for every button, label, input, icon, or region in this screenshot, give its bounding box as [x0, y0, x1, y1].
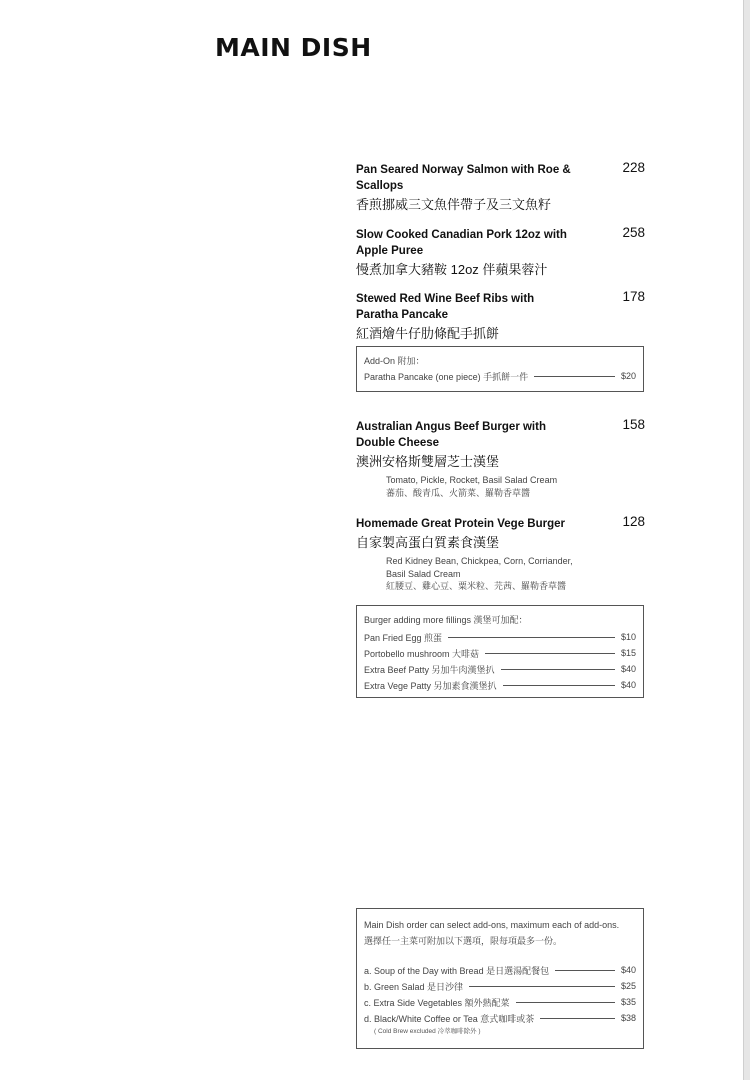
filling-label: Portobello mushroom 大啡菇 — [364, 648, 480, 659]
dish-description-en: Basil Salad Cream — [386, 568, 461, 579]
dish-price: 158 — [622, 417, 645, 432]
addon-row — [364, 368, 636, 384]
set-addon-label: b. Green Salad 是日沙律 — [364, 981, 464, 992]
set-addon-row — [364, 1010, 636, 1026]
filling-price: $15 — [620, 648, 636, 658]
dish-name-zh: 紅酒燴牛仔肋條配手抓餅 — [356, 326, 500, 341]
dish-angus-burger — [356, 419, 646, 499]
set-addon-price: $38 — [620, 1013, 636, 1023]
dish-pork — [356, 227, 646, 279]
dish-description — [386, 555, 646, 593]
dish-name-zh: 香煎挪威三文魚伴帶子及三文魚籽 — [356, 197, 552, 212]
leader-line — [540, 1018, 615, 1019]
leader-line — [503, 685, 615, 686]
set-addon-row — [364, 962, 636, 978]
set-addons-note: ( Cold Brew excluded 冷萃咖啡除外 ) — [374, 1028, 481, 1035]
filling-row — [364, 645, 636, 661]
dish-price: 128 — [622, 514, 645, 529]
burger-fillings-heading: Burger adding more fillings 漢堡可加配： — [364, 615, 528, 625]
set-addon-label: d. Black/White Coffee or Tea 意式咖啡或茶 — [364, 1013, 535, 1024]
filling-price: $40 — [620, 680, 636, 690]
addon-price: $20 — [620, 371, 636, 381]
set-addons-box — [356, 908, 644, 1049]
set-addon-price: $35 — [620, 997, 636, 1007]
dish-beef-ribs — [356, 291, 646, 343]
dish-name-zh: 慢煮加拿大豬鞍 12oz 伴蘋果蓉汁 — [356, 262, 548, 277]
dish-name: Stewed Red Wine Beef Ribs with Paratha Pancake — [356, 293, 535, 321]
dish-name-zh: 澳洲安格斯雙層芝士漢堡 — [356, 454, 500, 469]
page-edge — [744, 0, 750, 1080]
leader-line — [555, 970, 615, 971]
dish-name: Pan Seared Norway Salmon with Roe & Scallops — [356, 164, 571, 192]
dish-description-en: Red Kidney Bean, Chickpea, Corn, Corriander, — [386, 556, 573, 566]
leader-line — [469, 986, 615, 987]
filling-price: $40 — [620, 664, 636, 674]
dish-name: Slow Cooked Canadian Pork 12oz with Apple Puree — [356, 229, 567, 257]
dish-description-en: Tomato, Pickle, Rocket, Basil Salad Cream — [386, 475, 558, 485]
dish-name: Homemade Great Protein Vege Burger — [356, 518, 565, 530]
dish-salmon — [356, 162, 646, 214]
dish-description-zh: 蕃茄、酸青瓜、火箭菜、羅勒香草醬 — [386, 487, 531, 498]
dish-price: 258 — [622, 225, 645, 240]
leader-line — [448, 637, 615, 638]
set-addon-label: c. Extra Side Vegetables 額外熱配菜 — [364, 997, 510, 1008]
dish-name-zh: 自家製高蛋白質素食漢堡 — [356, 535, 500, 550]
dish-price: 228 — [622, 160, 645, 175]
filling-row — [364, 629, 636, 645]
set-addon-row — [364, 978, 636, 994]
leader-line — [485, 653, 615, 654]
dish-description-zh: 紅腰豆、雞心豆、粟米粒、芫茜、羅勒香草醬 — [386, 581, 567, 591]
set-addons-heading-zh: 選擇任一主菜可附加以下選項，限每項最多一份。 — [364, 936, 563, 946]
dish-price: 178 — [622, 289, 645, 304]
filling-label: Extra Beef Patty 另加牛肉漢堡扒 — [364, 664, 495, 675]
filling-row — [364, 677, 636, 693]
dish-name: Australian Angus Beef Burger with Double Cheese — [356, 421, 546, 449]
dish-description — [386, 474, 646, 499]
page-title: MAIN DISH — [215, 33, 372, 62]
set-addon-label: a. Soup of the Day with Bread 是日選湯配餐包 — [364, 965, 550, 976]
leader-line — [516, 1002, 615, 1003]
filling-row — [364, 661, 636, 677]
set-addon-row — [364, 994, 636, 1010]
addon-box — [356, 346, 644, 392]
set-addon-price: $25 — [620, 981, 636, 991]
set-addon-price: $40 — [620, 965, 636, 975]
leader-line — [534, 376, 615, 377]
leader-line — [501, 669, 615, 670]
page-edge-line — [743, 0, 744, 1080]
filling-label: Extra Vege Patty 另加素食漢堡扒 — [364, 680, 497, 691]
addon-label: Paratha Pancake (one piece) 手抓餅一件 — [364, 371, 529, 382]
burger-fillings-box — [356, 605, 644, 698]
dish-vege-burger — [356, 516, 646, 593]
filling-label: Pan Fried Egg 煎蛋 — [364, 632, 443, 643]
set-addons-heading-en: Main Dish order can select add-ons, maximum each of add-ons. — [364, 920, 620, 930]
addon-heading: Add-On 附加： — [364, 356, 425, 366]
filling-price: $10 — [620, 632, 636, 642]
